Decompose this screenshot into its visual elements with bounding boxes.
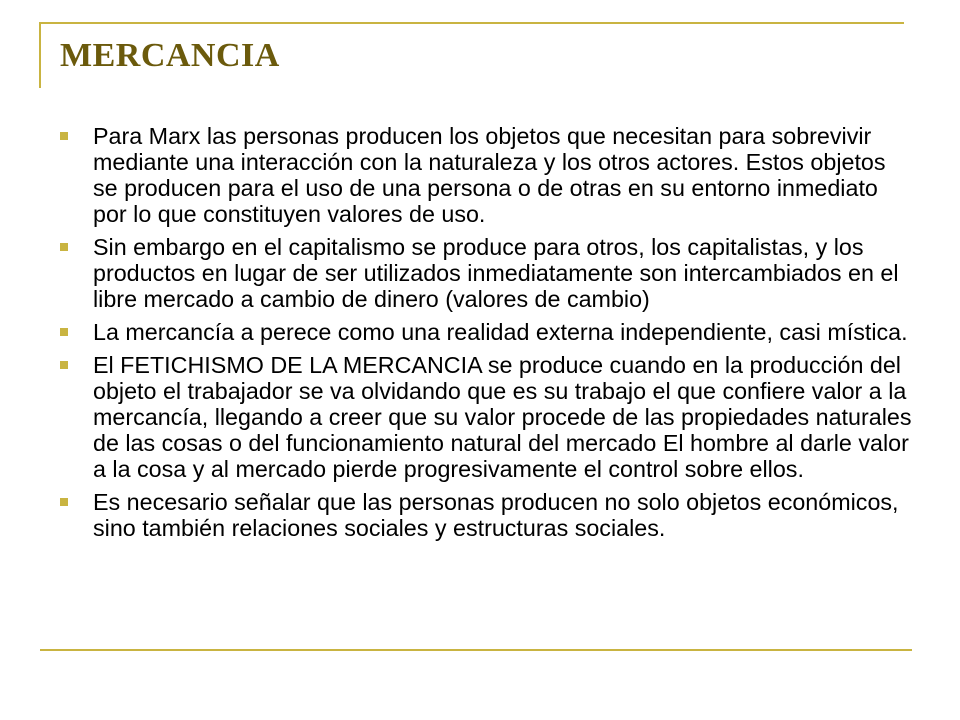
bullet-text: Para Marx las personas producen los objetos que necesitan para sobrevivir mediante una interacción con la naturaleza y los otros actores. Estos objetos se producen para el uso de una persona o de otras en su entorno inmediato por lo que constituyen valores de uso. (93, 123, 886, 227)
bullet-text: Es necesario señalar que las personas producen no solo objetos económicos, sino también relaciones sociales y estructuras sociales. (93, 489, 899, 541)
bullet-item (60, 123, 912, 227)
square-bullet-icon (60, 243, 68, 251)
top-divider (40, 22, 904, 24)
bullet-text: El FETICHISMO DE LA MERCANCIA se produce cuando en la producción del objeto el trabajador se va olvidando que es su trabajo el que confiere valor a la mercancía, llegando a creer que su valor procede de las propiedades naturales de las cosas o del funcionamiento natural del mercado El hombre al darle valor a la cosa y al mercado pierde progresivamente el control sobre ellos. (93, 352, 912, 482)
slide-title: MERCANCIA (60, 37, 280, 74)
bullet-item (60, 352, 912, 482)
square-bullet-icon (60, 132, 68, 140)
square-bullet-icon (60, 328, 68, 336)
bullet-text: La mercancía a perece como una realidad externa independiente, casi mística. (93, 319, 908, 345)
bullet-item (60, 319, 912, 345)
bullet-list (60, 123, 912, 548)
bullet-item (60, 489, 912, 541)
square-bullet-icon (60, 498, 68, 506)
left-divider (39, 22, 41, 88)
bullet-item (60, 234, 912, 312)
bullet-text: Sin embargo en el capitalismo se produce para otros, los capitalistas, y los productos en lugar de ser utilizados inmediatamente son intercambiados en el libre mercado a cambio de dinero (valores de cambio) (93, 234, 899, 312)
square-bullet-icon (60, 361, 68, 369)
bottom-divider (40, 649, 912, 651)
